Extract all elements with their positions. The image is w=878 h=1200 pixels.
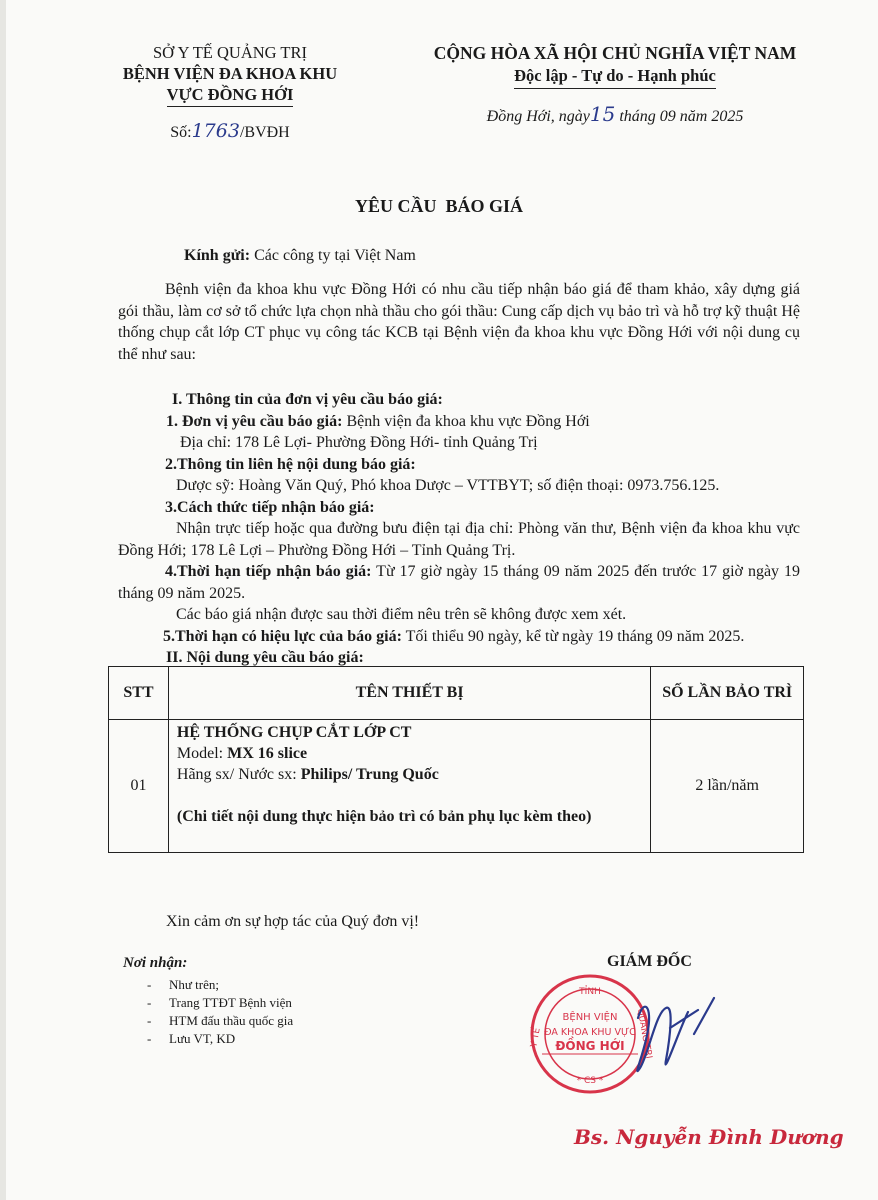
list-item: - Trang TTĐT Bệnh viện [141, 994, 383, 1012]
thanks-line: Xin cảm ơn sự hợp tác của Quý đơn vị! [166, 913, 420, 930]
receive-method-text: Nhận trực tiếp hoặc qua đường bưu điện tại địa chỉ: Phòng văn thư, Bệnh viện đa khoa khu vực Đồng Hới; 178 Lê Lợi – Phường Đồng Hới – Tỉnh Quảng Trị. [118, 520, 800, 559]
stamp-line: ĐA KHOA KHU VỰC [544, 1027, 636, 1038]
request-table [108, 666, 804, 853]
signer-title: GIÁM ĐỐC [607, 953, 692, 970]
header-stt: STT [109, 667, 169, 720]
svg-text:* CS *: * CS * [576, 1076, 604, 1086]
intro-paragraph: Bệnh viện đa khoa khu vực Đồng Hới có nhu cầu tiếp nhận báo giá để tham khảo, xây dựng giá gói thầu, làm cơ sở tổ chức lựa chọn nhà thầu cho gói thầu: Cung cấp dịch vụ bảo trì và hỗ trợ kỹ thuật Hệ thống chụp cắt lớp CT phục vụ công tác KCB tại Bệnh viện đa khoa khu vực Đồng Hới với nội dung cụ thể như sau: [118, 281, 800, 363]
issuer-block [95, 42, 365, 143]
date-prefix: Đồng Hới, ngày [486, 108, 590, 125]
contact-info: Dược sỹ: Hoàng Văn Quý, Phó khoa Dược – VTTBYT; số điện thoại: 0973.756.125. [176, 477, 720, 494]
model-label: Model: [176, 745, 228, 762]
cell-device [168, 720, 650, 853]
date-suffix: tháng 09 năm 2025 [619, 108, 744, 125]
issuer-hospital-line1: BỆNH VIỆN ĐA KHOA KHU [122, 64, 338, 83]
recipients-block [123, 955, 383, 1048]
requester-address: Địa chỉ: 178 Lê Lợi- Phường Đồng Hới- tỉnh Quảng Trị [180, 434, 538, 451]
validity [118, 626, 800, 648]
contact-heading: 2.Thông tin liên hệ nội dung báo giá: [165, 455, 416, 473]
table-row [109, 720, 804, 853]
model-value: MX 16 slice [227, 745, 308, 762]
stamp-line: ĐỒNG HỚI [555, 1039, 625, 1053]
doc-no-suffix: /BVĐH [239, 124, 290, 141]
document-number [95, 121, 365, 143]
stamp-line: BỆNH VIỆN [562, 1012, 618, 1023]
deadline-label: 4.Thời hạn tiếp nhận báo giá: [165, 563, 372, 580]
svg-text:TỈNH: TỈNH [579, 987, 601, 997]
header-device: TÊN THIẾT BỊ [168, 667, 650, 720]
nation-motto: Độc lập - Tự do - Hạnh phúc [514, 65, 716, 89]
official-stamp-icon [520, 968, 720, 1103]
section-info [118, 389, 800, 669]
deadline [118, 561, 800, 604]
validity-value: Tối thiểu 90 ngày, kể từ ngày 19 tháng 09 năm 2025. [401, 627, 745, 645]
deadline-note: Các báo giá nhận được sau thời điểm nêu trên sẽ không được xem xét. [176, 606, 627, 623]
device-model [177, 743, 642, 764]
svg-text:QUẢNG TRỊ: QUẢNG TRỊ [634, 1007, 654, 1060]
signer-name: Bs. Nguyễn Đình Dương [574, 1125, 844, 1149]
svg-text:Y TẾ: Y TẾ [529, 1027, 543, 1049]
requester-unit [118, 411, 800, 433]
issuer-hospital-line2: VỰC ĐỒNG HỚI [167, 84, 294, 107]
device-title: HỆ THỐNG CHỤP CẮT LỚP CT [176, 724, 412, 741]
greeting [184, 245, 416, 267]
validity-label: 5.Thời hạn có hiệu lực của báo giá: [163, 627, 402, 645]
greeting-label: Kính gửi: [184, 247, 251, 264]
national-header [380, 42, 850, 128]
requester-unit-value: Bệnh viện đa khoa khu vực Đồng Hới [342, 412, 590, 430]
maker-label: Hãng sx/ Nước sx: [176, 766, 301, 783]
document-title: YÊU CẦU BÁO GIÁ [354, 196, 523, 216]
section2-heading: II. Nội dung yêu cầu báo giá: [166, 649, 364, 666]
doc-no-handwritten: 1763 [191, 120, 240, 142]
deadline-value: Từ 17 giờ ngày 15 tháng 09 năm 2025 đến trước 17 giờ ngày 19 tháng 09 năm 2025. [118, 563, 801, 602]
issuer-department: SỞ Y TẾ QUẢNG TRỊ [152, 43, 307, 62]
table-header-row [109, 667, 804, 720]
nation-name: CỘNG HÒA XÃ HỘI CHỦ NGHĨA VIỆT NAM [433, 43, 797, 63]
scan-edge [0, 0, 6, 1200]
list-item: - Như trên; [141, 976, 383, 994]
doc-no-prefix: Số: [170, 124, 192, 141]
device-note: (Chi tiết nội dung thực hiện bảo trì có bản phụ lục kèm theo) [176, 808, 592, 825]
requester-unit-label: 1. Đơn vị yêu cầu báo giá: [166, 412, 343, 430]
recipients-label: Nơi nhận: [123, 955, 188, 971]
list-item: - HTM đấu thầu quốc gia [141, 1012, 383, 1030]
recipients-list [123, 976, 383, 1048]
header-maintenance-count: SỐ LẦN BẢO TRÌ [651, 667, 804, 720]
cell-frequency: 2 lần/năm [651, 720, 804, 853]
place-date [380, 103, 850, 128]
receive-method-heading: 3.Cách thức tiếp nhận báo giá: [165, 498, 375, 516]
greeting-value: Các công ty tại Việt Nam [250, 247, 416, 264]
list-item: - Lưu VT, KD [141, 1030, 383, 1048]
device-maker [177, 764, 642, 785]
section1-heading: I. Thông tin của đơn vị yêu cầu báo giá: [172, 391, 443, 408]
date-day-handwritten: 15 [589, 102, 616, 126]
cell-stt: 01 [109, 720, 169, 853]
maker-value: Philips/ Trung Quốc [300, 766, 439, 783]
